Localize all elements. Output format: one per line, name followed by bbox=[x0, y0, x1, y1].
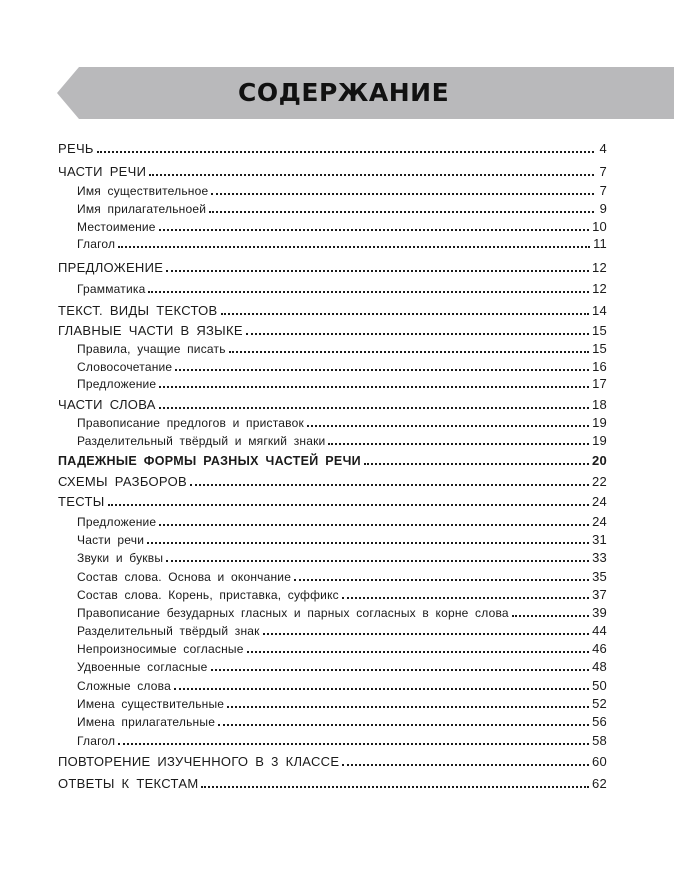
toc-entry[interactable] bbox=[58, 260, 607, 276]
dot-leader bbox=[307, 425, 589, 427]
toc-entry-page: 7 bbox=[599, 164, 607, 179]
toc-entry-title: ПРЕДЛОЖЕНИЕ bbox=[58, 260, 164, 275]
dot-leader bbox=[159, 524, 589, 526]
toc-entry-title: Имена прилагательные bbox=[77, 715, 216, 729]
toc-entry-page: 50 bbox=[592, 678, 607, 693]
toc-entry[interactable] bbox=[77, 696, 607, 712]
dot-leader bbox=[328, 443, 589, 445]
toc-entry-page: 18 bbox=[591, 397, 607, 412]
toc-entry-page: 7 bbox=[599, 183, 607, 198]
toc-entry-title: Сложные слова bbox=[77, 679, 171, 693]
dot-leader bbox=[294, 579, 589, 581]
toc-entry-title: Имена существительные bbox=[77, 697, 225, 711]
toc-entry-page: 9 bbox=[599, 201, 607, 216]
toc-entry-page: 56 bbox=[592, 714, 607, 729]
toc-entry[interactable] bbox=[77, 623, 607, 639]
toc-entry-page: 46 bbox=[592, 641, 607, 656]
toc-entry-page: 24 bbox=[591, 494, 607, 509]
toc-entry-page: 22 bbox=[591, 474, 607, 489]
dot-leader bbox=[227, 706, 589, 708]
toc-entry[interactable] bbox=[77, 605, 607, 621]
dot-leader bbox=[246, 333, 589, 335]
toc-entry-page: 20 bbox=[591, 453, 607, 468]
toc-entry-title: СХЕМЫ РАЗБОРОВ bbox=[58, 474, 187, 489]
toc-entry[interactable] bbox=[58, 754, 607, 770]
dot-leader bbox=[342, 597, 589, 599]
toc-entry[interactable] bbox=[77, 550, 607, 566]
toc-entry[interactable] bbox=[58, 303, 607, 319]
toc-entry[interactable] bbox=[58, 323, 607, 339]
toc-entry[interactable] bbox=[58, 397, 607, 413]
toc-entry-title: ГЛАВНЫЕ ЧАСТИ В ЯЗЫКЕ bbox=[58, 323, 243, 338]
dot-leader bbox=[221, 313, 589, 315]
dot-leader bbox=[218, 724, 589, 726]
toc-entry-page: 19 bbox=[592, 415, 607, 430]
toc-entry-title: ЧАСТИ СЛОВА bbox=[58, 397, 156, 412]
toc-entry-page: 37 bbox=[592, 587, 607, 602]
dot-leader bbox=[175, 369, 589, 371]
toc-entry-page: 17 bbox=[592, 376, 607, 391]
toc-entry[interactable] bbox=[77, 569, 607, 585]
dot-leader bbox=[211, 193, 594, 195]
toc-entry-page: 33 bbox=[592, 550, 607, 565]
toc-entry[interactable] bbox=[77, 376, 607, 392]
toc-entry-page: 58 bbox=[592, 733, 607, 748]
toc-entry[interactable] bbox=[58, 164, 607, 180]
toc-entry-title: Удвоенные согласные bbox=[77, 660, 208, 674]
toc-entry[interactable] bbox=[77, 236, 607, 252]
toc-entry-page: 39 bbox=[592, 605, 607, 620]
toc-entry[interactable] bbox=[77, 183, 607, 199]
dot-leader bbox=[364, 463, 589, 465]
dot-leader bbox=[342, 764, 589, 766]
toc-entry[interactable] bbox=[58, 494, 607, 510]
dot-leader bbox=[211, 669, 590, 671]
toc-entry-page: 60 bbox=[591, 754, 607, 769]
toc-entry-title: Непроизносимые согласные bbox=[77, 642, 244, 656]
toc-entry-page: 14 bbox=[591, 303, 607, 318]
toc-entry-title: Местоимение bbox=[77, 220, 156, 234]
toc-entry[interactable] bbox=[77, 433, 607, 449]
toc-entry[interactable] bbox=[77, 514, 607, 530]
toc-entry[interactable] bbox=[77, 733, 607, 749]
toc-entry-page: 12 bbox=[592, 281, 607, 296]
toc-entry-page: 62 bbox=[591, 776, 607, 791]
toc-entry[interactable] bbox=[77, 281, 607, 297]
toc-entry[interactable] bbox=[58, 776, 607, 792]
toc-entry-title: Глагол bbox=[77, 734, 116, 748]
toc-entry-page: 48 bbox=[592, 659, 607, 674]
toc-entry-title: Правописание безударных гласных и парных согласных в корне слова bbox=[77, 606, 509, 620]
dot-leader bbox=[108, 504, 589, 506]
toc-entry[interactable] bbox=[77, 415, 607, 431]
toc-entry-page: 35 bbox=[592, 569, 607, 584]
toc-entry-title: ОТВЕТЫ К ТЕКСТАМ bbox=[58, 776, 199, 791]
toc-entry-page: 4 bbox=[599, 141, 607, 156]
toc-entry-title: ПОВТОРЕНИЕ ИЗУЧЕННОГО В 3 КЛАССЕ bbox=[58, 754, 340, 769]
toc-entry[interactable] bbox=[58, 453, 607, 469]
page-title: СОДЕРЖАНИЕ bbox=[238, 78, 450, 107]
dot-leader bbox=[174, 688, 589, 690]
dot-leader bbox=[159, 229, 589, 231]
toc-entry-title: Правила, учащие писать bbox=[77, 342, 226, 356]
dot-leader bbox=[149, 174, 594, 176]
dot-leader bbox=[97, 151, 594, 153]
dot-leader bbox=[166, 560, 589, 562]
dot-leader bbox=[512, 615, 589, 617]
toc-entry-title: Словосочетание bbox=[77, 360, 173, 374]
dot-leader bbox=[159, 407, 589, 409]
toc-entry-title: Разделительный твёрдый знак bbox=[77, 624, 260, 638]
dot-leader bbox=[247, 651, 590, 653]
toc-entry-page: 12 bbox=[591, 260, 607, 275]
dot-leader bbox=[263, 633, 590, 635]
toc-entry[interactable] bbox=[77, 359, 607, 375]
toc-entry-title: Глагол bbox=[77, 237, 116, 251]
toc-entry[interactable] bbox=[77, 714, 607, 730]
toc-entry-title: ТЕКСТ. ВИДЫ ТЕКСТОВ bbox=[58, 303, 218, 318]
toc-entry[interactable] bbox=[77, 641, 607, 657]
toc-entry-title: Имя прилагательноей bbox=[77, 202, 207, 216]
toc-entry[interactable] bbox=[77, 201, 607, 217]
dot-leader bbox=[159, 386, 589, 388]
toc-entry[interactable] bbox=[77, 219, 607, 235]
toc-entry-title: РЕЧЬ bbox=[58, 141, 94, 156]
dot-leader bbox=[190, 484, 589, 486]
toc-entry[interactable] bbox=[77, 659, 607, 675]
toc-entry-title: Состав слова. Основа и окончание bbox=[77, 570, 292, 584]
toc-entry-title: Грамматика bbox=[77, 282, 146, 296]
toc-entry[interactable] bbox=[77, 587, 607, 603]
dot-leader bbox=[118, 246, 590, 248]
toc-entry[interactable] bbox=[58, 141, 607, 157]
toc-entry-title: ПАДЕЖНЫЕ ФОРМЫ РАЗНЫХ ЧАСТЕЙ РЕЧИ bbox=[58, 454, 361, 468]
toc-entry-title: Предложение bbox=[77, 515, 157, 529]
toc-entry[interactable] bbox=[77, 532, 607, 548]
dot-leader bbox=[166, 270, 589, 272]
toc-entry-page: 11 bbox=[593, 236, 607, 251]
toc-entry-title: Разделительный твёрдый и мягкий знаки bbox=[77, 434, 326, 448]
toc-entry-page: 31 bbox=[592, 532, 607, 547]
dot-leader bbox=[209, 211, 594, 213]
toc-entry-title: Предложение bbox=[77, 377, 157, 391]
toc-entry-page: 52 bbox=[592, 696, 607, 711]
toc-entry-title: Части речи bbox=[77, 533, 145, 547]
toc-entry-page: 15 bbox=[591, 323, 607, 338]
dot-leader bbox=[201, 786, 588, 788]
toc-entry-page: 15 bbox=[592, 341, 607, 356]
toc-entry-title: ЧАСТИ РЕЧИ bbox=[58, 164, 147, 179]
toc-entry-page: 19 bbox=[592, 433, 607, 448]
dot-leader bbox=[229, 351, 589, 353]
toc-entry[interactable] bbox=[77, 341, 607, 357]
toc-entry[interactable] bbox=[77, 678, 607, 694]
toc-entry-title: Звуки и буквы bbox=[77, 551, 164, 565]
dot-leader bbox=[148, 291, 589, 293]
toc-entry-title: Имя существительное bbox=[77, 184, 209, 198]
toc-entry-page: 10 bbox=[592, 219, 607, 234]
dot-leader bbox=[147, 542, 589, 544]
toc-entry[interactable] bbox=[58, 474, 607, 490]
toc-entry-title: Правописание предлогов и приставок bbox=[77, 416, 304, 430]
toc-entry-title: Состав слова. Корень, приставка, суффикс bbox=[77, 588, 339, 602]
dot-leader bbox=[118, 743, 589, 745]
toc-entry-page: 44 bbox=[592, 623, 607, 638]
toc-entry-page: 24 bbox=[592, 514, 607, 529]
toc-entry-title: ТЕСТЫ bbox=[58, 494, 105, 509]
toc-entry-page: 16 bbox=[592, 359, 607, 374]
